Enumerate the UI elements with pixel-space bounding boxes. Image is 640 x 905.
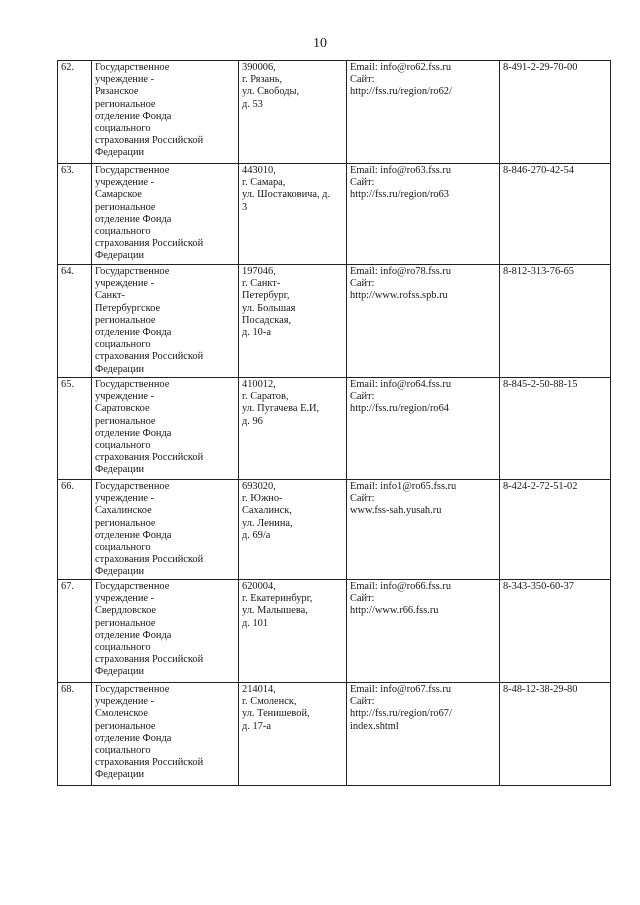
page-number: 10 [313,36,327,51]
email-and-website: Email: info@ro62.fss.ru Сайт: http://fss.ru/region/ro62/ [347,61,500,164]
table-row [58,683,611,786]
phone-number: 8-845-2-50-88-15 [500,378,611,480]
phone-number: 8-343-350-60-37 [500,580,611,683]
phone-number: 8-491-2-29-70-00 [500,61,611,164]
email-and-website: Email: info@ro63.fss.ru Сайт: http://fss.ru/region/ro63 [347,164,500,265]
regional-offices-table [57,60,611,786]
row-number: 63. [58,164,92,265]
email-and-website: Email: info@ro67.fss.ru Сайт: http://fss.ru/region/ro67/ index.shtml [347,683,500,786]
postal-address: 197046, г. Санкт- Петербург, ул. Большая Посадская, д. 10-а [239,265,347,378]
postal-address: 620004, г. Екатеринбург, ул. Малышева, д. 101 [239,580,347,683]
row-number: 67. [58,580,92,683]
table-row [58,480,611,580]
phone-number: 8-424-2-72-51-02 [500,480,611,580]
row-number: 62. [58,61,92,164]
postal-address: 390006, г. Рязань, ул. Свободы, д. 53 [239,61,347,164]
postal-address: 693020, г. Южно- Сахалинск, ул. Ленина, д. 69/а [239,480,347,580]
row-number: 64. [58,265,92,378]
table-row [58,580,611,683]
row-number: 68. [58,683,92,786]
table-row [58,378,611,480]
email-and-website: Email: info@ro78.fss.ru Сайт: http://www.rofss.spb.ru [347,265,500,378]
postal-address: 443010, г. Самара, ул. Шостаковича, д. 3 [239,164,347,265]
phone-number: 8-812-313-76-65 [500,265,611,378]
organization-name: Государственное учреждение - Санкт- Петербургское региональное отделение Фонда социального страхования Российской Федерации [92,265,239,378]
phone-number: 8-846-270-42-54 [500,164,611,265]
organization-name: Государственное учреждение - Рязанское региональное отделение Фонда социального страхования Российской Федерации [92,61,239,164]
phone-number: 8-48-12-38-29-80 [500,683,611,786]
organization-name: Государственное учреждение - Сахалинское региональное отделение Фонда социального страхования Российской Федерации [92,480,239,580]
organization-name: Государственное учреждение - Самарское региональное отделение Фонда социального страхования Российской Федерации [92,164,239,265]
row-number: 65. [58,378,92,480]
postal-address: 214014, г. Смоленск, ул. Тенишевой, д. 17-а [239,683,347,786]
organization-name: Государственное учреждение - Свердловское региональное отделение Фонда социального страхования Российской Федерации [92,580,239,683]
row-number: 66. [58,480,92,580]
email-and-website: Email: info@ro64.fss.ru Сайт: http://fss.ru/region/ro64 [347,378,500,480]
email-and-website: Email: info1@ro65.fss.ru Сайт: www.fss-sah.yusah.ru [347,480,500,580]
table-row [58,164,611,265]
table-row [58,265,611,378]
table-row [58,61,611,164]
postal-address: 410012, г. Саратов, ул. Пугачева Е.И, д. 96 [239,378,347,480]
organization-name: Государственное учреждение - Саратовское региональное отделение Фонда социального страхования Российской Федерации [92,378,239,480]
email-and-website: Email: info@ro66.fss.ru Сайт: http://www.r66.fss.ru [347,580,500,683]
organization-name: Государственное учреждение - Смоленское региональное отделение Фонда социального страхования Российской Федерации [92,683,239,786]
